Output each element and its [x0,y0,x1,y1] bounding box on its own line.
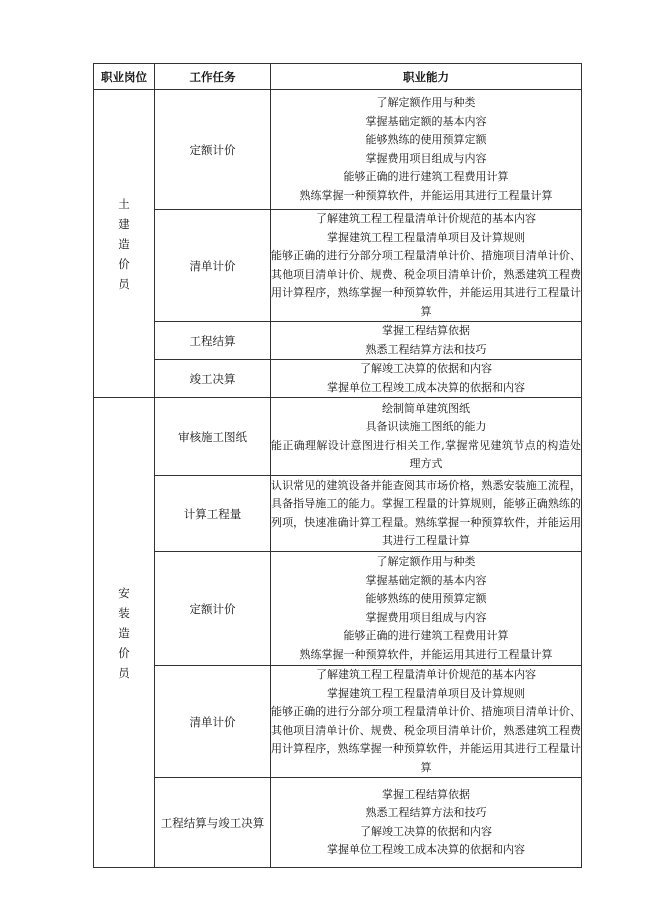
header-role: 职业岗位 [94,64,155,90]
ability-line: 绘制简单建筑图纸 [382,401,470,415]
table-row [94,476,582,552]
ability-line: 熟悉工程结算方法和技巧 [365,806,487,819]
ability-line: 能够熟练的使用预算定额 [365,592,487,605]
ability-line: 了解建筑工程工程量清单计价规范的基本内容 [316,212,536,225]
ability-line: 掌握建筑工程工程量清单项目及计算规则 [327,230,525,244]
ability-line: 能正确理解设计意图进行相关工作,掌握常见建筑节点的构造处理方式 [271,438,581,470]
ability-cell [271,210,582,322]
task-name: 竣工决算 [155,360,271,398]
task-name: 清单计价 [155,210,271,322]
task-name: 定额计价 [155,90,271,210]
role-cell-civil [94,90,155,398]
ability-cell [271,90,582,210]
ability-cell [271,778,582,868]
task-name: 工程结算 [155,322,271,360]
role-char: 建 [118,216,130,231]
role-cell-installation [94,398,155,868]
ability-line: 能够正确的进行建筑工程费用计算 [343,170,509,183]
ability-line: 掌握工程结算依据 [382,787,470,801]
ability-line: 熟练掌握一种预算软件，并能运用其进行工程量计算 [299,647,553,661]
ability-line: 掌握建筑工程工程量清单项目及计算规则 [327,686,525,700]
header-task: 工作任务 [155,64,271,90]
table-row [94,360,582,398]
ability-cell [271,476,582,552]
ability-line: 能够熟练的使用预算定额 [365,133,487,146]
role-char: 土 [118,196,130,211]
task-name: 计算工程量 [155,476,271,552]
table-row [94,552,582,666]
ability-cell [271,360,582,398]
ability-line: 掌握基础定额的基本内容 [365,573,487,587]
task-name: 清单计价 [155,666,271,778]
table-row [94,322,582,360]
table-row [94,210,582,322]
ability-line: 认识常见的建筑设备并能查阅其市场价格，熟悉安装施工流程，具备指导施工的能力。掌握工程量的计算规则，能够正确熟练的列项，快速准确计算工程量。熟练掌握一种预算软件，并能运用其进行工程量计算 [271,478,581,547]
role-char: 员 [118,276,130,291]
ability-line: 掌握工程结算依据 [382,324,470,337]
ability-line: 了解定额作用与种类 [376,96,476,109]
role-char: 装 [118,605,130,620]
task-name: 审核施工图纸 [155,398,271,476]
role-char: 安 [118,585,130,600]
ability-line: 掌握费用项目组成与内容 [365,151,487,165]
table-row [94,90,582,210]
ability-cell [271,398,582,476]
ability-line: 掌握费用项目组成与内容 [365,610,487,624]
table-row [94,778,582,868]
ability-line: 掌握单位工程竣工成本决算的依据和内容 [327,380,525,394]
ability-line: 掌握基础定额的基本内容 [365,114,487,128]
ability-line: 了解建筑工程工程量清单计价规范的基本内容 [316,668,536,681]
ability-cell [271,552,582,666]
header-ability: 职业能力 [271,64,582,90]
competency-table [93,63,582,868]
role-char: 员 [118,665,130,680]
ability-line: 能够正确的进行分部分项工程量清单计价、措施项目清单计价、其他项目清单计价、规费、税金项目清单计价，熟悉建筑工程费用计算程序，熟练掌握一种预算软件，并能运用其进行工程量计算 [271,249,581,318]
task-name: 定额计价 [155,552,271,666]
role-char: 价 [118,256,130,271]
ability-cell [271,322,582,360]
role-char: 造 [118,236,130,251]
ability-line: 能够正确的进行建筑工程费用计算 [343,629,509,642]
role-char: 造 [118,625,130,640]
table-row [94,398,582,476]
ability-line: 了解竣工决算的依据和内容 [360,362,492,375]
ability-line: 熟练掌握一种预算软件，并能运用其进行工程量计算 [299,188,553,202]
role-char: 价 [118,645,130,660]
ability-line: 了解竣工决算的依据和内容 [360,824,492,838]
ability-cell [271,666,582,778]
header-row [94,64,582,90]
ability-line: 了解定额作用与种类 [376,555,476,568]
ability-line: 熟悉工程结算方法和技巧 [365,342,487,356]
ability-line: 能够正确的进行分部分项工程量清单计价、措施项目清单计价、其他项目清单计价、规费、税金项目清单计价，熟悉建筑工程费用计算程序，熟练掌握一种预算软件，并能运用其进行工程量计算 [271,705,581,774]
task-name: 工程结算与竣工决算 [155,778,271,868]
ability-line: 具备识读施工图纸的能力 [365,420,487,433]
table-row [94,666,582,778]
ability-line: 掌握单位工程竣工成本决算的依据和内容 [327,843,525,856]
